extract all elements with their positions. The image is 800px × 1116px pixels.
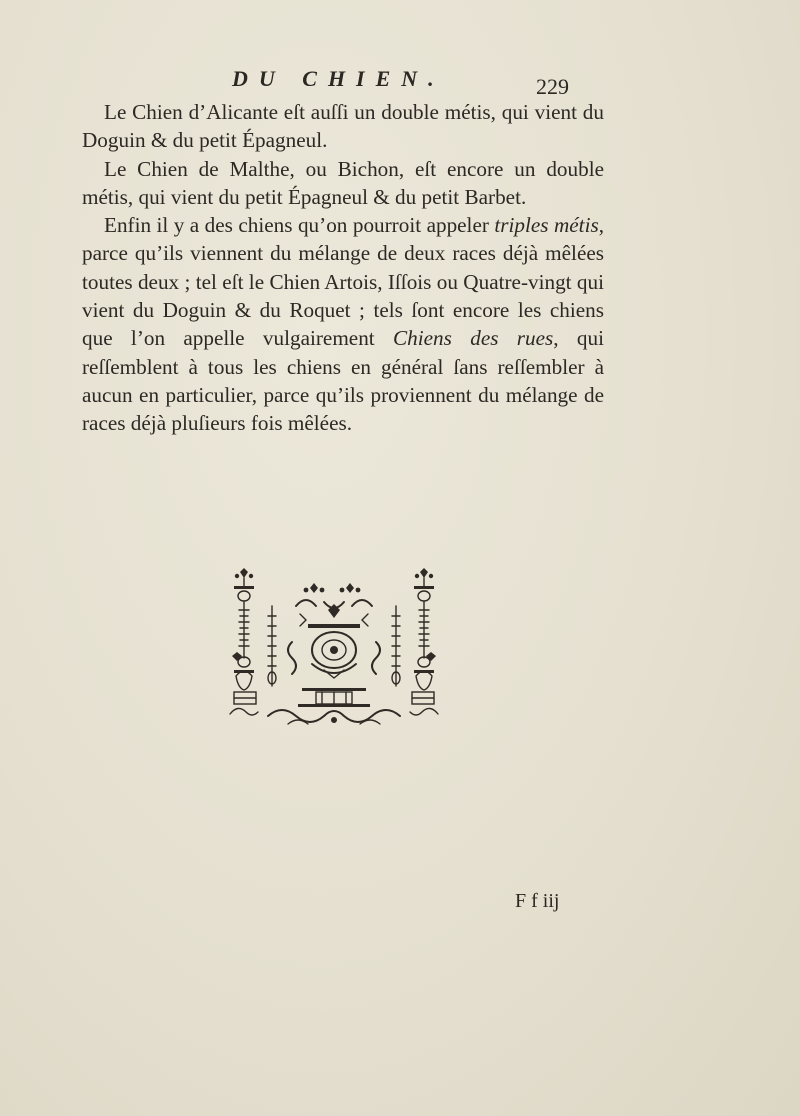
fleuron-ornament-icon <box>228 566 440 730</box>
paragraph-segment: Enfin il y a des chiens qu’on pourroit appeler <box>104 213 495 238</box>
left-column-ornament <box>230 568 258 715</box>
paragraph-segment: Le Chien de Malthe, ou Bichon, eſt encore un double métis, qui vient du petit Épagneul & du petit Barbet. <box>82 156 604 209</box>
body-text <box>82 98 604 438</box>
paragraph-segment: Le Chien d’Alicante eſt auſſi un double métis, qui vient du Doguin & du petit Épagneul. <box>82 100 604 153</box>
paragraph-segment: , parce qu’ils viennent du mélange de deux races déjà mêlées toutes deux ; tel eſt le Chien Artois, Iſſois ou Quatre-vingt qui vient du Doguin & du Roquet ; tels ſont encore les chiens que l’on appelle vulgairement <box>82 213 605 351</box>
italic-term-triples-metis: triples métis <box>494 213 599 238</box>
page-number: 229 <box>536 74 569 99</box>
paragraph-malthe <box>82 155 604 212</box>
paragraph-alicante <box>82 98 604 155</box>
paragraph-triples-metis <box>82 211 604 437</box>
paragraph-segment: , qui reſſemblent à tous les chiens en général ſans reſſembler à aucun en particulier, parce qu’ils proviennent du mélange de races déjà pluſieurs fois mêlées. <box>82 326 605 436</box>
central-medallion-ornament <box>288 624 380 678</box>
running-title: DU CHIEN. <box>232 66 445 91</box>
italic-term-chiens-des-rues: Chiens des rues <box>393 326 554 351</box>
signature-mark: F f iij <box>515 890 560 912</box>
base-ornament <box>268 688 400 724</box>
top-florets-ornament <box>296 583 372 626</box>
right-column-ornament <box>410 568 438 715</box>
